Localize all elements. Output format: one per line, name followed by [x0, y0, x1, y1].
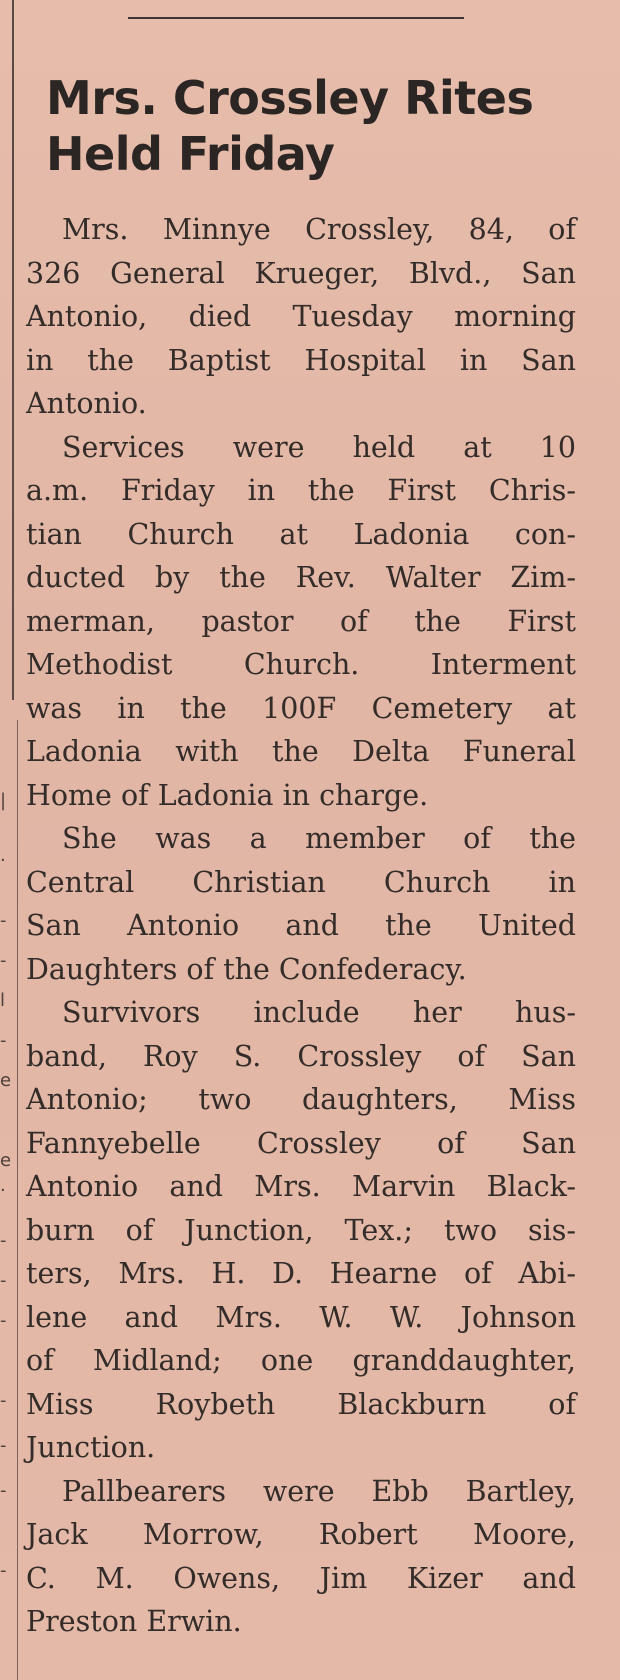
text-line: Jack Morrow, Robert Moore,	[26, 1518, 576, 1551]
article-body	[26, 208, 576, 1644]
text-line: ters, Mrs. H. D. Hearne of Abi-	[26, 1257, 576, 1290]
text-line: in the Baptist Hospital in San	[26, 343, 576, 377]
text-line: Services were held at 10	[62, 430, 576, 464]
text-line: Junction.	[26, 1431, 156, 1464]
text-line: Antonio.	[26, 387, 147, 420]
text-line: 326 General Krueger, Blvd., San	[26, 256, 576, 290]
text-line: a.m. Friday in the First Chris-	[26, 474, 576, 507]
text-line: band, Roy S. Crossley of San	[26, 1039, 576, 1073]
paragraph	[26, 208, 576, 426]
text-line: tian Church at Ladonia con-	[26, 517, 576, 551]
text-line: Ladonia with the Delta Funeral	[26, 735, 576, 768]
text-line: Mrs. Minnye Crossley, 84, of	[62, 213, 576, 246]
margin-marks: | · - - l - e e · - - - - - - -	[0, 790, 12, 1581]
text-line: burn of Junction, Tex.; two sis-	[26, 1213, 576, 1247]
text-line: Fannyebelle Crossley of San	[26, 1126, 576, 1160]
headline	[46, 70, 566, 182]
text-line: Miss Roybeth Blackburn of	[26, 1387, 576, 1421]
text-line: Methodist Church. Interment	[26, 648, 576, 681]
text-line: Antonio, died Tuesday morning	[26, 300, 576, 333]
text-line: merman, pastor of the First	[26, 604, 576, 638]
column-rule	[12, 0, 14, 700]
top-rule	[128, 17, 464, 19]
text-line: Survivors include her hus-	[62, 996, 576, 1029]
text-line: San Antonio and the United	[26, 909, 576, 942]
text-line: Home of Ladonia in charge.	[26, 778, 429, 812]
text-line: ducted by the Rev. Walter Zim-	[26, 561, 576, 594]
paragraph	[26, 817, 576, 991]
text-line: Central Christian Church in	[26, 865, 576, 899]
text-line: was in the 100F Cemetery at	[26, 691, 576, 725]
text-line: Daughters of the Confederacy.	[26, 952, 467, 986]
text-line: of Midland; one granddaughter,	[26, 1344, 576, 1377]
text-line: Antonio; two daughters, Miss	[26, 1083, 576, 1116]
text-line: lene and Mrs. W. W. Johnson	[26, 1300, 576, 1334]
headline-line-2: Held Friday	[46, 127, 335, 181]
paragraph	[26, 426, 576, 818]
text-line: She was a member of the	[62, 822, 576, 855]
column-rule-lower	[17, 720, 18, 1680]
text-line: Antonio and Mrs. Marvin Black-	[26, 1170, 576, 1203]
text-line: Pallbearers were Ebb Bartley,	[62, 1474, 576, 1508]
text-line: C. M. Owens, Jim Kizer and	[26, 1561, 576, 1595]
headline-line-1: Mrs. Crossley Rites	[46, 71, 534, 125]
paragraph	[26, 991, 576, 1470]
paragraph	[26, 1470, 576, 1644]
text-line: Preston Erwin.	[26, 1605, 242, 1638]
